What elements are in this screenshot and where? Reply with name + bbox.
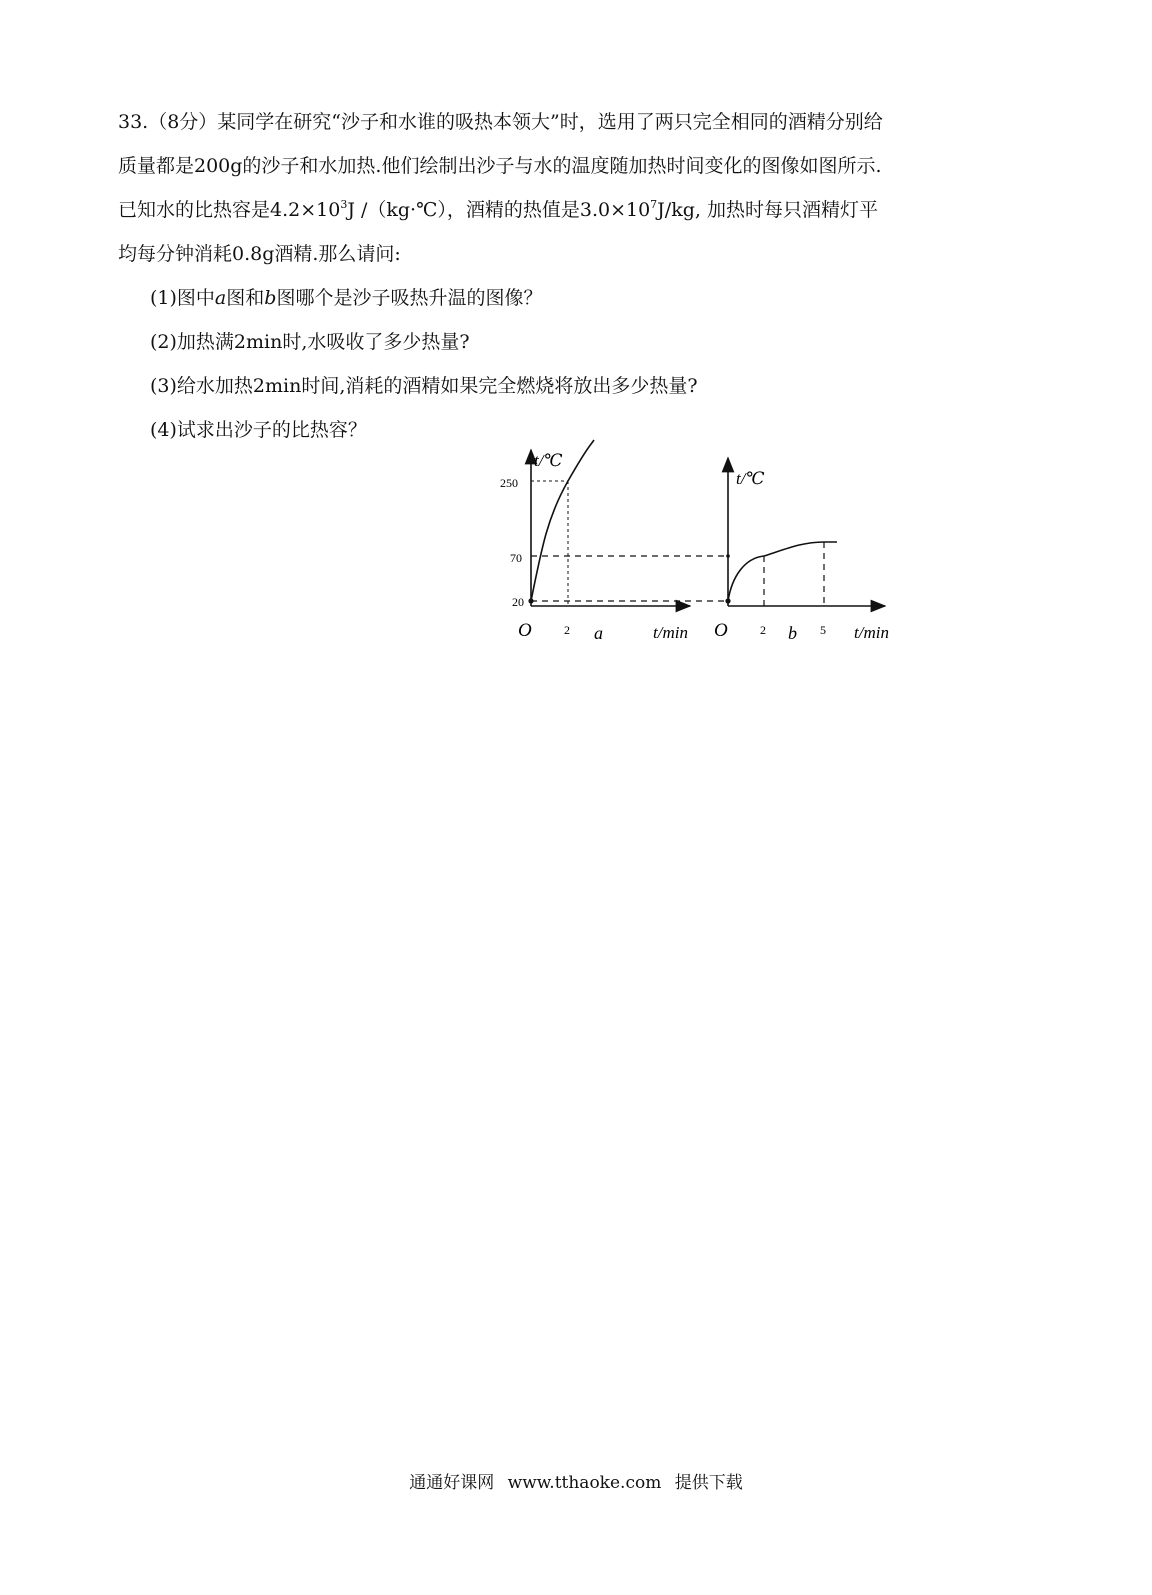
q1-label-b: b [264,287,277,309]
graph-b-curve [728,542,837,601]
graph-b-y-label: t/℃ [736,469,765,488]
footer-url-link[interactable]: www.tthaoke.com [507,1473,662,1493]
question-3: (3)给水加热2min时间,消耗的酒精如果完全燃烧将放出多少热量? [150,375,698,397]
graph-a-y-label: t/℃ [534,451,563,470]
graph-b-70-mark [726,554,730,558]
temperature-time-figure [490,436,930,658]
intro-text: J/kg, 加热时每只酒精灯平 [657,199,878,221]
graph-a-x-label: t/min [653,623,688,642]
question-4: (4)试求出沙子的比热容？ [150,419,367,441]
exponent: 3 [340,198,348,211]
q1-text: 图哪个是沙子吸热升温的图像？ [276,287,543,309]
graph-a [500,440,690,643]
footer-tail: 提供下载 [674,1473,743,1493]
graph-a-caption: a [594,623,603,643]
problem-33 [118,100,1018,452]
graph-a-xtick-2: 2 [564,623,570,637]
question-1 [118,276,1018,320]
graph-a-ytick-70: 70 [510,551,522,565]
q1-text: (1)图中 [150,287,215,309]
graph-b-start-point [725,598,730,603]
figure-svg [490,436,930,658]
intro-text: J /（kg·℃），酒精的热值是3.0×10 [347,199,651,221]
problem-intro-line-3 [118,188,1018,232]
q1-label-a: a [214,287,227,309]
graph-b [714,458,889,643]
q1-text: 图和 [226,287,265,309]
intro-text: 已知水的比热容是4.2×10 [118,199,341,221]
graph-a-ytick-250: 250 [500,476,518,490]
footer-site-name: 通通好课网 [409,1473,495,1493]
question-2: (2)加热满2min时,水吸收了多少热量? [150,331,470,353]
graph-b-origin: O [714,620,728,641]
graph-a-ytick-20: 20 [512,595,524,609]
problem-intro-line-1: 33.（8分）某同学在研究“沙子和水谁的吸热本领大”时，选用了两只完全相同的酒精分别给 [118,111,883,133]
graph-b-caption: b [788,623,797,643]
graph-b-xtick-5: 5 [820,623,826,637]
exponent: 7 [650,198,658,211]
graph-b-xtick-2: 2 [760,623,766,637]
graph-b-x-label: t/min [854,623,889,642]
graph-a-origin: O [518,620,532,641]
problem-intro-line-2: 质量都是200g的沙子和水加热.他们绘制出沙子与水的温度随加热时间变化的图像如图所示. [118,155,882,177]
problem-intro-line-4: 均每分钟消耗0.8g酒精.那么请问: [118,243,401,265]
footer [0,1468,1152,1493]
